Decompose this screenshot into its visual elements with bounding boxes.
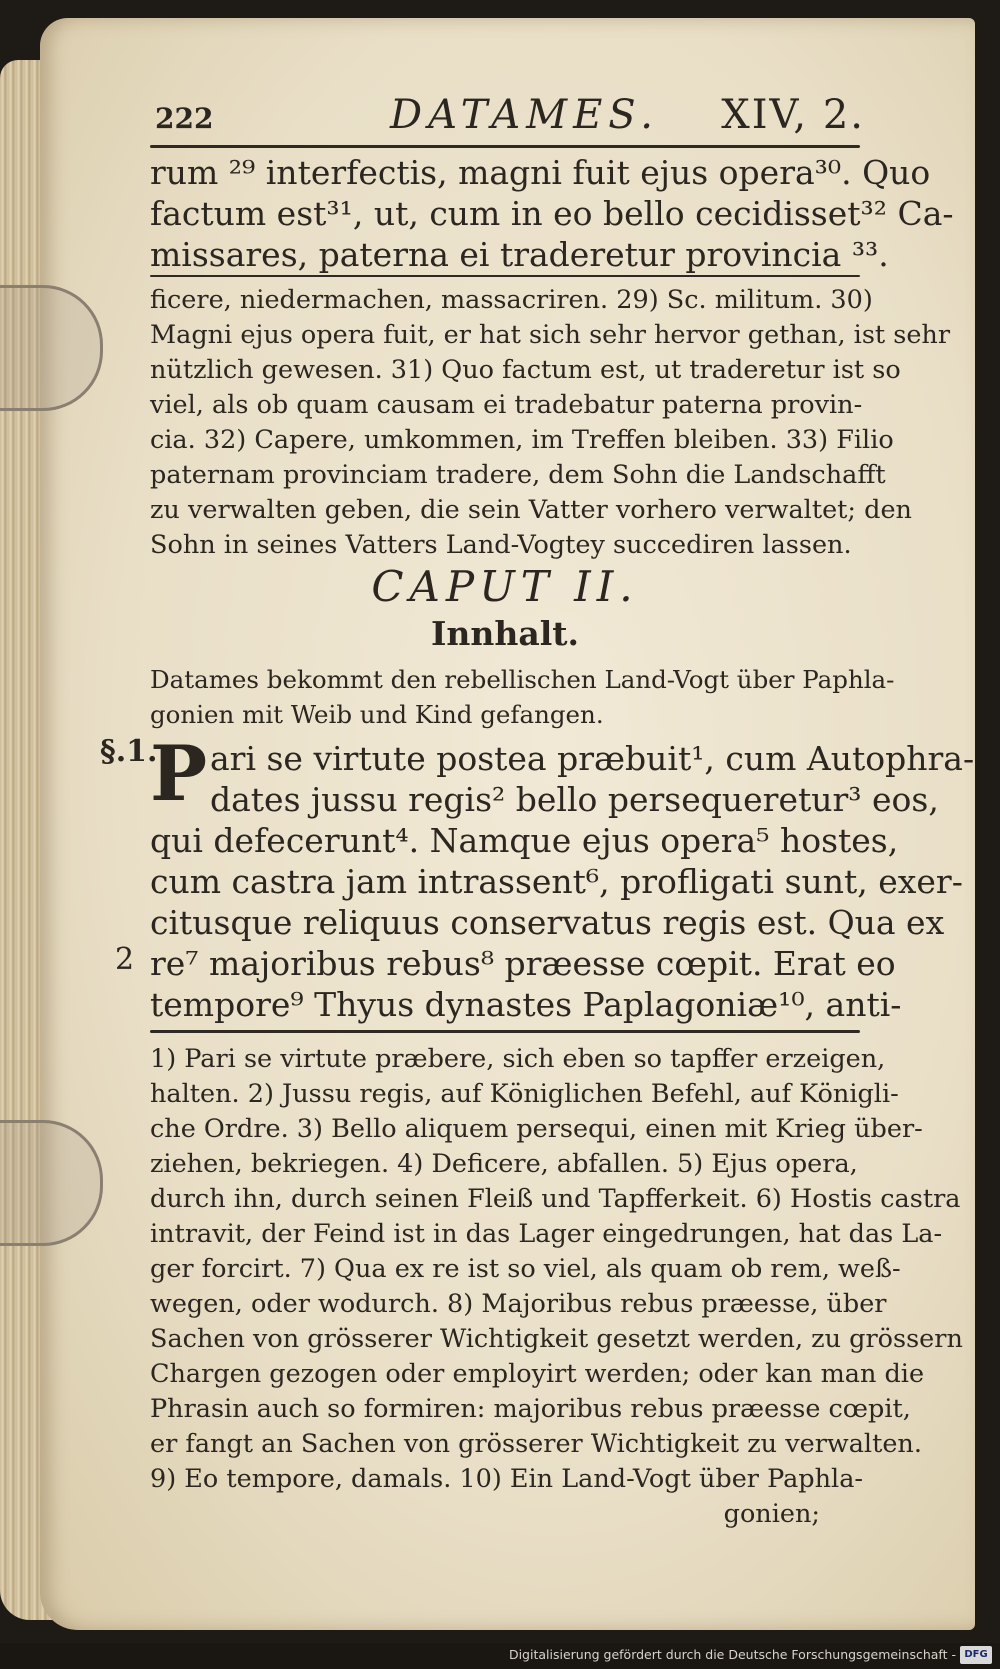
text-line: citusque reliquus conservatus regis est. Qua ex — [150, 903, 945, 942]
page-number: 222 — [155, 102, 214, 135]
note-line: er fangt an Sachen von grösserer Wichtigkeit zu verwalten. — [150, 1429, 922, 1459]
text-line: ari se virtute postea præbuit¹, cum Autophra- — [210, 739, 975, 778]
running-title: DATAMES. — [390, 92, 659, 138]
note-line: 9) Eo tempore, damals. 10) Ein Land-Vogt über Paphla- — [150, 1464, 864, 1494]
text-line: qui defecerunt⁴. Namque ejus opera⁵ hostes, — [150, 821, 899, 860]
bottom-footnotes — [150, 1042, 963, 1532]
note-line: Phrasin auch so formiren: majoribus rebus præesse cœpit, — [150, 1394, 911, 1424]
funding-credit: Digitalisierung gefördert durch die Deutsche Forschungsgemeinschaft - — [508, 1647, 956, 1662]
note-line: Magni ejus opera fuit, er hat sich sehr hervor gethan, ist sehr — [150, 320, 951, 350]
note-line: cia. 32) Capere, umkommen, im Treffen bleiben. 33) Filio — [150, 425, 894, 455]
note-line: halten. 2) Jussu regis, auf Königlichen Befehl, auf Königli- — [150, 1079, 899, 1109]
summary-line: Datames bekommt den rebellischen Land-Vogt über Paphla- — [150, 665, 895, 694]
note-line: 1) Pari se virtute præbere, sich eben so tapffer erzeigen, — [150, 1044, 886, 1074]
drop-cap: P — [150, 729, 208, 818]
note-line: wegen, oder wodurch. 8) Majoribus rebus præesse, über — [150, 1289, 887, 1319]
note-line: Sohn in seines Vatters Land-Vogtey succediren lassen. — [150, 530, 852, 560]
note-line: nützlich gewesen. 31) Quo factum est, ut traderetur ist so — [150, 355, 901, 385]
catchword: gonien; — [723, 1499, 820, 1529]
running-head — [155, 92, 865, 142]
note-line: durch ihn, durch seinen Fleiß und Tapfferkeit. 6) Hostis castra — [150, 1184, 961, 1214]
note-line: paternam provinciam tradere, dem Sohn die Landschafft — [150, 460, 886, 490]
text-line: cum castra jam intrassent⁶, profligati sunt, exer- — [150, 862, 963, 901]
text-line: missares, paterna ei traderetur provincia ³³. — [150, 235, 889, 274]
paragraph-number: 2 — [115, 942, 135, 977]
chapter-reference: XIV, 2. — [721, 92, 865, 138]
text-line: re⁷ majoribus rebus⁸ præesse cœpit. Erat eo — [150, 944, 896, 983]
note-line: viel, als ob quam causam ei tradebatur paterna provin- — [150, 390, 863, 420]
note-line: Chargen gezogen oder employirt werden; oder kan man die — [150, 1359, 925, 1389]
note-line: che Ordre. 3) Bello aliquem persequi, einen mit Krieg über- — [150, 1114, 923, 1144]
text-line: tempore⁹ Thyus dynastes Paplagoniæ¹⁰, anti- — [150, 985, 902, 1024]
summary-line: gonien mit Weib und Kind gefangen. — [150, 700, 604, 729]
note-line: Sachen von grösserer Wichtigkeit gesetzt werden, zu grössern — [150, 1324, 963, 1354]
top-main-text — [150, 152, 954, 275]
head-rule — [150, 145, 860, 148]
top-footnotes — [150, 283, 951, 563]
section-mark: §.1. — [100, 734, 158, 769]
main-text — [150, 729, 975, 1025]
notes-rule-top — [150, 275, 860, 277]
text-line: dates jussu regis² bello persequeretur³ eos, — [210, 780, 939, 819]
note-line: ziehen, bekriegen. 4) Deficere, abfallen. 5) Ejus opera, — [150, 1149, 858, 1179]
digitization-footer — [0, 1643, 1000, 1669]
text-line: rum ²⁹ interfectis, magni fuit ejus opera³⁰. Quo — [150, 153, 931, 192]
text-line: factum est³¹, ut, cum in eo bello cecidisset³² Ca- — [150, 194, 954, 233]
notes-rule-bottom — [150, 1030, 860, 1033]
chapter-subheading: Innhalt. — [430, 614, 580, 653]
note-line: zu verwalten geben, die sein Vatter vorhero verwaltet; den — [150, 495, 912, 525]
chapter-heading: CAPUT II. — [371, 562, 639, 611]
note-line: ficere, niedermachen, massacriren. 29) Sc. militum. 30) — [150, 285, 873, 315]
dfg-logo-icon[interactable]: DFG — [960, 1646, 992, 1664]
note-line: intravit, der Feind ist in das Lager eingedrungen, hat das La- — [150, 1219, 943, 1249]
note-line: ger forcirt. 7) Qua ex re ist so viel, als quam ob rem, weß- — [150, 1254, 901, 1284]
chapter-summary — [150, 662, 895, 732]
